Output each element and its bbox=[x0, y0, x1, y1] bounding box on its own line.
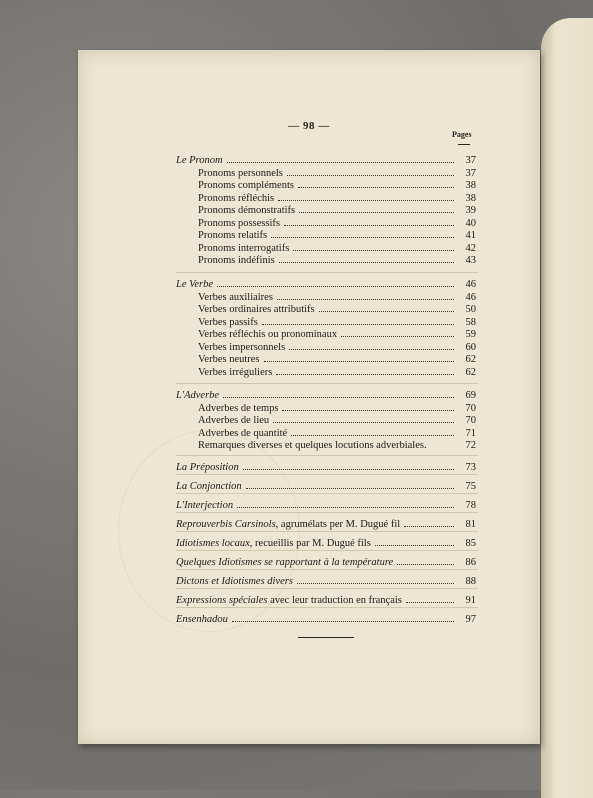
toc-leader-dots bbox=[217, 278, 454, 287]
toc-entry-label: Pronoms interrogatifs bbox=[198, 242, 290, 254]
toc-entry-label bbox=[176, 518, 400, 531]
toc-entry-label: La Conjonction bbox=[176, 481, 242, 492]
pages-column-label: Pages bbox=[452, 130, 472, 139]
toc-subentry bbox=[198, 303, 476, 316]
toc-leader-dots bbox=[237, 499, 454, 508]
toc-section-entry bbox=[176, 461, 476, 474]
toc-subentry bbox=[198, 414, 476, 427]
toc-leader-dots bbox=[276, 366, 454, 375]
toc-section-entry bbox=[176, 154, 476, 167]
toc-page-number: 41 bbox=[465, 230, 476, 241]
toc-leader-dots bbox=[271, 229, 454, 238]
toc-entry-label: Le Pronom bbox=[176, 155, 223, 166]
toc-leader-dots bbox=[375, 537, 454, 546]
toc-page-number: 86 bbox=[465, 557, 476, 568]
toc-entry-label: Pronoms compléments bbox=[198, 180, 294, 191]
toc-leader-dots bbox=[282, 402, 454, 411]
toc-entry-label: Verbes irréguliers bbox=[198, 366, 273, 378]
toc-entry-label: Verbes impersonnels bbox=[198, 341, 286, 353]
toc-entry-label: Pronoms personnels bbox=[198, 167, 283, 179]
toc-subentry bbox=[198, 192, 476, 205]
toc-section-entry bbox=[176, 594, 476, 607]
toc-page-number: 40 bbox=[465, 217, 476, 229]
toc-page-number: 58 bbox=[465, 316, 476, 328]
toc-subentry bbox=[198, 439, 476, 452]
group-separator bbox=[176, 512, 478, 514]
toc-page-number: 39 bbox=[465, 205, 476, 216]
toc-page-number: 69 bbox=[465, 390, 476, 401]
group-separator bbox=[176, 550, 478, 552]
toc-page-number: 62 bbox=[465, 366, 476, 378]
toc-leader-dots bbox=[404, 518, 454, 527]
toc-page-number: 97 bbox=[465, 614, 476, 625]
toc-entry-label: Verbes passifs bbox=[198, 316, 258, 328]
toc-leader-dots bbox=[341, 328, 454, 337]
toc-subentry bbox=[198, 242, 476, 255]
group-separator bbox=[176, 588, 478, 590]
toc-entry-label: Pronoms réfléchis bbox=[198, 192, 275, 204]
toc-subentry bbox=[198, 353, 476, 366]
toc-page-number: 37 bbox=[465, 155, 476, 166]
toc-entry-label-italic: Idiotismes locaux bbox=[176, 538, 250, 549]
toc-entry-label: Dictons et Idiotismes divers bbox=[176, 576, 293, 587]
toc-page-number: 85 bbox=[465, 538, 476, 549]
toc-section-entry bbox=[176, 480, 476, 493]
toc-subentry bbox=[198, 204, 476, 217]
toc-section-entry bbox=[176, 537, 476, 550]
toc-page-number: 38 bbox=[465, 180, 476, 191]
toc-leader-dots bbox=[227, 154, 454, 163]
toc-leader-dots bbox=[264, 353, 454, 362]
toc-page-number: 60 bbox=[465, 341, 476, 353]
toc-subentry bbox=[198, 229, 476, 242]
book-page bbox=[78, 50, 540, 744]
toc-section-entry bbox=[176, 278, 476, 291]
toc-page-number: 75 bbox=[465, 481, 476, 492]
toc-leader-dots bbox=[273, 414, 454, 423]
toc-entry-label: Verbes ordinaires attributifs bbox=[198, 304, 315, 315]
toc-page-number: 42 bbox=[465, 242, 476, 254]
toc-entry-label-italic: Reprouverbis Carsinols bbox=[176, 519, 276, 530]
toc-subentry bbox=[198, 341, 476, 354]
toc-entry-label: Verbes neutres bbox=[198, 354, 260, 365]
group-separator bbox=[176, 383, 478, 385]
toc-subentry bbox=[198, 167, 476, 180]
group-separator bbox=[176, 455, 478, 457]
toc-page-number: 73 bbox=[465, 462, 476, 473]
toc-section-entry bbox=[176, 556, 476, 569]
toc-section-entry bbox=[176, 575, 476, 588]
toc-entry-label-rest: , recueillis par M. Dugué fils bbox=[249, 538, 371, 549]
toc-leader-dots bbox=[299, 204, 454, 213]
group-separator bbox=[176, 531, 478, 533]
toc-page-number: 50 bbox=[465, 304, 476, 315]
toc-entry-label: Le Verbe bbox=[176, 279, 214, 290]
toc-leader-dots bbox=[278, 192, 454, 201]
toc-page-number: 91 bbox=[465, 595, 476, 606]
toc-leader-dots bbox=[298, 179, 454, 188]
toc-page-number: 88 bbox=[465, 576, 476, 587]
toc-leader-dots bbox=[406, 594, 454, 603]
toc-subentry bbox=[198, 402, 476, 415]
toc-page-number: 62 bbox=[465, 354, 476, 365]
toc-leader-dots bbox=[293, 242, 454, 251]
toc-entry-label-rest: , agrumélats per M. Dugué fil bbox=[275, 519, 401, 530]
toc-entry-label-italic: Expressions spéciales bbox=[176, 595, 268, 606]
toc-entry-label: Pronoms démonstratifs bbox=[198, 205, 296, 216]
toc-entry-label: Quelques Idiotismes se rapportant à la température bbox=[176, 557, 394, 568]
end-rule bbox=[298, 637, 354, 638]
toc-subentry bbox=[198, 291, 476, 304]
toc-leader-dots bbox=[287, 167, 454, 176]
toc-subentry bbox=[198, 427, 476, 440]
group-separator bbox=[176, 474, 478, 476]
toc-subentry bbox=[198, 217, 476, 230]
toc-page-number: 81 bbox=[465, 519, 476, 530]
toc-entry-label: L'Adverbe bbox=[176, 390, 220, 401]
toc-leader-dots bbox=[277, 291, 454, 300]
toc-section-entry bbox=[176, 389, 476, 402]
toc-leader-dots bbox=[397, 556, 454, 565]
toc-entry-label: Adverbes de temps bbox=[198, 402, 279, 414]
toc-section-entry bbox=[176, 518, 476, 531]
toc-leader-dots bbox=[243, 461, 454, 470]
toc-leader-dots bbox=[289, 341, 454, 350]
toc-page-number: 70 bbox=[465, 415, 476, 426]
toc-page-number: 72 bbox=[465, 440, 476, 451]
toc-leader-dots bbox=[262, 316, 454, 325]
group-separator bbox=[176, 493, 478, 495]
toc-subentry bbox=[198, 328, 476, 341]
toc-entry-label: La Préposition bbox=[176, 462, 239, 473]
toc-subentry bbox=[198, 179, 476, 192]
pages-column-rule bbox=[458, 144, 470, 145]
toc-leader-dots bbox=[431, 440, 454, 448]
toc-entry-label: Remarques diverses et quelques locutions adverbiales. bbox=[198, 440, 427, 451]
group-separator bbox=[176, 607, 478, 609]
toc-entry-label bbox=[176, 537, 371, 550]
toc-page-number: 70 bbox=[465, 402, 476, 414]
toc-entry-label: L'Interjection bbox=[176, 500, 234, 511]
toc-entry-label: Adverbes de lieu bbox=[198, 415, 270, 426]
toc-page-number: 46 bbox=[465, 291, 476, 303]
facing-page-edge bbox=[541, 18, 593, 798]
toc-entry-label: Verbes auxiliaires bbox=[198, 291, 273, 303]
toc-page-number: 78 bbox=[465, 500, 476, 511]
toc-page-number: 43 bbox=[465, 255, 476, 266]
toc-leader-dots bbox=[297, 575, 454, 584]
toc-subentry bbox=[198, 316, 476, 329]
toc-leader-dots bbox=[246, 480, 454, 489]
toc-page-number: 37 bbox=[465, 167, 476, 179]
toc-page-number: 71 bbox=[465, 427, 476, 439]
toc-leader-dots bbox=[319, 303, 454, 312]
toc-page-number: 59 bbox=[465, 329, 476, 340]
toc-leader-dots bbox=[291, 427, 454, 436]
toc-subentry bbox=[198, 366, 476, 379]
toc-entry-label bbox=[176, 594, 402, 607]
toc-subentry bbox=[198, 254, 476, 267]
toc-entry-label: Pronoms relatifs bbox=[198, 230, 268, 241]
toc-entry-label: Verbes réfléchis ou pronominaux bbox=[198, 329, 338, 340]
toc-entry-label: Pronoms indéfinis bbox=[198, 255, 275, 266]
toc-entry-label: Pronoms possessifs bbox=[198, 217, 280, 229]
group-separator bbox=[176, 569, 478, 571]
toc-leader-dots bbox=[223, 389, 454, 398]
toc-leader-dots bbox=[284, 217, 454, 226]
toc-entry-label: Adverbes de quantité bbox=[198, 427, 288, 439]
toc-section-entry bbox=[176, 499, 476, 512]
toc-leader-dots bbox=[279, 254, 454, 263]
page-number: — 98 — bbox=[288, 120, 330, 132]
toc-entry-label: Ensenhadou bbox=[176, 614, 228, 625]
group-separator bbox=[176, 272, 478, 274]
toc-section-entry bbox=[176, 613, 476, 626]
toc-page-number: 46 bbox=[465, 279, 476, 290]
toc-leader-dots bbox=[232, 613, 454, 622]
toc-page-number: 38 bbox=[465, 192, 476, 204]
toc-entry-label-rest: avec leur traduction en français bbox=[267, 595, 402, 606]
